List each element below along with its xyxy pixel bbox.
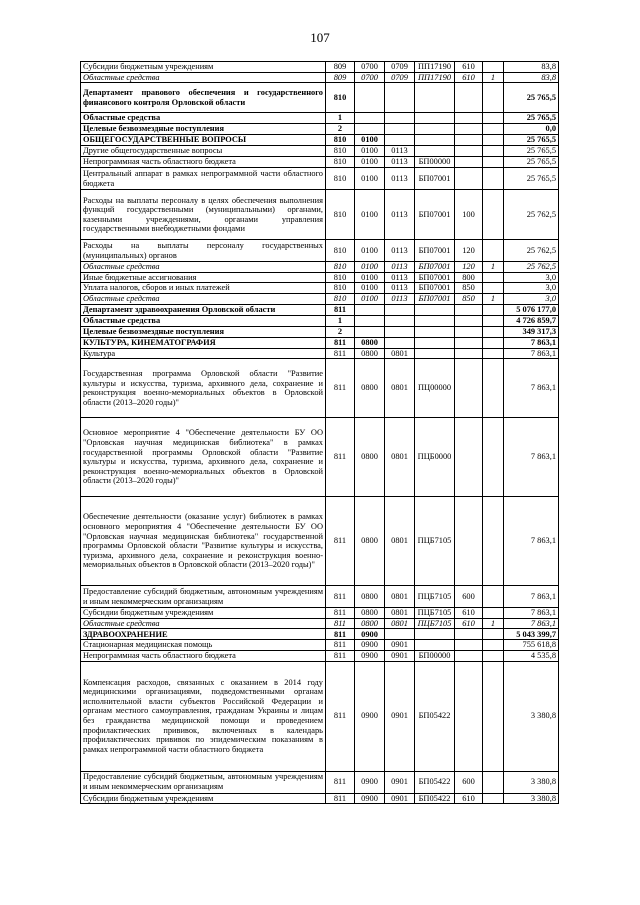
table-row (81, 608, 559, 619)
row-subsection-code: 0901 (385, 650, 415, 661)
row-section-code: 0800 (355, 586, 385, 608)
row-section-code: 0100 (355, 240, 385, 262)
table-row (81, 272, 559, 283)
row-subsection-code: 0901 (385, 771, 415, 793)
row-subsection-code: 0113 (385, 168, 415, 190)
row-amount: 25 762,5 (504, 240, 559, 262)
row-amount: 4 726 859,7 (504, 315, 559, 326)
table-row (81, 315, 559, 326)
row-name: Уплата налогов, сборов и иных платежей (81, 283, 326, 294)
row-name: Областные средства (81, 618, 326, 629)
row-subsection-code: 0801 (385, 348, 415, 359)
row-target-article-code: БП07001 (415, 190, 455, 240)
row-funding-source (483, 608, 504, 619)
row-section-code: 0100 (355, 157, 385, 168)
row-subsection-code: 0113 (385, 262, 415, 273)
row-amount: 5 043 399,7 (504, 629, 559, 640)
row-name: Субсидии бюджетным учреждениям (81, 608, 326, 619)
row-target-article-code (415, 124, 455, 135)
row-target-article-code (415, 640, 455, 651)
row-funding-source: 1 (483, 262, 504, 273)
row-amount: 7 863,1 (504, 497, 559, 586)
row-section-code: 0900 (355, 629, 385, 640)
row-section-code (355, 326, 385, 337)
table-row (81, 262, 559, 273)
row-department-code: 811 (326, 337, 355, 348)
row-funding-source (483, 337, 504, 348)
row-target-article-code: БП00000 (415, 157, 455, 168)
row-expense-type-code (455, 157, 483, 168)
row-funding-source (483, 661, 504, 771)
table-row (81, 629, 559, 640)
row-funding-source (483, 771, 504, 793)
table-row (81, 135, 559, 146)
table-row (81, 359, 559, 418)
row-subsection-code: 0801 (385, 586, 415, 608)
table-row (81, 326, 559, 337)
row-funding-source (483, 315, 504, 326)
table-row (81, 190, 559, 240)
row-department-code: 811 (326, 661, 355, 771)
row-funding-source (483, 793, 504, 804)
row-amount: 0,0 (504, 124, 559, 135)
row-name: Основное мероприятие 4 "Обеспечение деятельности БУ ОО "Орловская научная медицинская библиотека" в рамках государственной программы Орловской области "Развитие культуры и искусства, туризма, архивного дела, сохранение и реконструкция военно-мемориальных объектов в Орловской области (2013–2020 годы)" (81, 418, 326, 497)
row-amount: 3 380,8 (504, 771, 559, 793)
row-section-code: 0700 (355, 72, 385, 83)
row-target-article-code: БП05422 (415, 661, 455, 771)
table-row (81, 661, 559, 771)
row-department-code: 809 (326, 72, 355, 83)
row-amount: 7 863,1 (504, 337, 559, 348)
row-expense-type-code (455, 135, 483, 146)
row-name: Расходы на выплаты персоналу в целях обеспечения выполнения функций государственными (муниципальными) органами, казенными учреждениями, органами управления государственными внебюджетными фондами (81, 190, 326, 240)
row-expense-type-code: 850 (455, 293, 483, 304)
row-target-article-code: БП00000 (415, 650, 455, 661)
table-row (81, 337, 559, 348)
row-department-code: 810 (326, 157, 355, 168)
row-amount: 3,0 (504, 283, 559, 294)
row-funding-source (483, 650, 504, 661)
table-row (81, 640, 559, 651)
row-funding-source: 1 (483, 72, 504, 83)
table-row (81, 283, 559, 294)
row-target-article-code: ПЦБ7105 (415, 586, 455, 608)
row-department-code: 810 (326, 272, 355, 283)
row-section-code (355, 83, 385, 113)
table-row (81, 304, 559, 315)
row-funding-source (483, 326, 504, 337)
row-subsection-code: 0113 (385, 240, 415, 262)
row-name: Предоставление субсидий бюджетным, автономным учреждениям и иным некоммерческим организациям (81, 586, 326, 608)
row-name: Целевые безвозмездные поступления (81, 326, 326, 337)
row-department-code: 2 (326, 326, 355, 337)
table-row (81, 348, 559, 359)
row-name: Предоставление субсидий бюджетным, автономным учреждениям и иным некоммерческим организациям (81, 771, 326, 793)
row-amount: 25 762,5 (504, 262, 559, 273)
row-name: Культура (81, 348, 326, 359)
row-department-code: 810 (326, 190, 355, 240)
table-row (81, 113, 559, 124)
row-target-article-code (415, 326, 455, 337)
row-department-code: 811 (326, 359, 355, 418)
row-amount: 25 765,5 (504, 113, 559, 124)
row-amount: 25 765,5 (504, 157, 559, 168)
row-funding-source (483, 62, 504, 73)
row-expense-type-code (455, 83, 483, 113)
row-name: Непрограммная часть областного бюджета (81, 157, 326, 168)
row-funding-source (483, 124, 504, 135)
table-row (81, 83, 559, 113)
row-section-code: 0100 (355, 262, 385, 273)
row-subsection-code: 0901 (385, 661, 415, 771)
row-expense-type-code (455, 124, 483, 135)
row-expense-type-code: 100 (455, 190, 483, 240)
table-row (81, 650, 559, 661)
row-name: Обеспечение деятельности (оказание услуг) библиотек в рамках основного мероприятия 4 "Обеспечение деятельности БУ ОО "Орловская научная медицинская библиотека" государственной программы Орловской области "Развитие культуры и искусства, туризма, архивного дела, сохранение и реконструкция военно-мемориальных объектов в Орловской области (2013–2020 годы)" (81, 497, 326, 586)
row-subsection-code: 0113 (385, 272, 415, 283)
row-subsection-code: 0709 (385, 62, 415, 73)
row-subsection-code: 0801 (385, 497, 415, 586)
row-funding-source (483, 240, 504, 262)
row-department-code: 811 (326, 608, 355, 619)
row-subsection-code: 0901 (385, 793, 415, 804)
row-amount: 349 317,3 (504, 326, 559, 337)
row-expense-type-code: 120 (455, 262, 483, 273)
row-amount: 7 863,1 (504, 618, 559, 629)
row-target-article-code (415, 304, 455, 315)
row-target-article-code (415, 315, 455, 326)
row-target-article-code: БП07001 (415, 262, 455, 273)
row-subsection-code: 0113 (385, 293, 415, 304)
row-expense-type-code: 610 (455, 618, 483, 629)
row-amount: 3,0 (504, 272, 559, 283)
row-subsection-code: 0113 (385, 283, 415, 294)
row-subsection-code: 0709 (385, 72, 415, 83)
row-name: Иные бюджетные ассигнования (81, 272, 326, 283)
row-section-code: 0700 (355, 62, 385, 73)
row-department-code: 811 (326, 771, 355, 793)
row-expense-type-code: 850 (455, 283, 483, 294)
row-section-code (355, 124, 385, 135)
row-funding-source: 1 (483, 293, 504, 304)
row-department-code: 811 (326, 629, 355, 640)
row-department-code: 2 (326, 124, 355, 135)
row-amount: 25 765,5 (504, 135, 559, 146)
page-number: 107 (310, 30, 330, 45)
row-subsection-code (385, 326, 415, 337)
row-section-code: 0100 (355, 283, 385, 294)
table-row (81, 72, 559, 83)
row-section-code: 0100 (355, 293, 385, 304)
row-expense-type-code (455, 168, 483, 190)
row-expense-type-code (455, 304, 483, 315)
row-target-article-code (415, 629, 455, 640)
row-section-code: 0100 (355, 168, 385, 190)
row-subsection-code: 0113 (385, 190, 415, 240)
row-funding-source (483, 359, 504, 418)
row-funding-source (483, 629, 504, 640)
row-amount: 3 380,8 (504, 661, 559, 771)
table-row (81, 586, 559, 608)
row-name: Непрограммная часть областного бюджета (81, 650, 326, 661)
row-target-article-code: БП07001 (415, 168, 455, 190)
row-department-code: 811 (326, 650, 355, 661)
table-row (81, 62, 559, 73)
row-expense-type-code: 800 (455, 272, 483, 283)
table-row (81, 146, 559, 157)
row-expense-type-code (455, 640, 483, 651)
row-name: Областные средства (81, 113, 326, 124)
row-department-code: 810 (326, 262, 355, 273)
row-name: Департамент правового обеспечения и государственного финансового контроля Орловской области (81, 83, 326, 113)
row-name: Субсидии бюджетным учреждениям (81, 62, 326, 73)
row-department-code: 810 (326, 83, 355, 113)
row-amount: 7 863,1 (504, 608, 559, 619)
row-expense-type-code: 610 (455, 62, 483, 73)
row-department-code: 810 (326, 240, 355, 262)
row-section-code: 0100 (355, 190, 385, 240)
row-name: Областные средства (81, 72, 326, 83)
row-section-code (355, 113, 385, 124)
row-funding-source (483, 348, 504, 359)
table-row (81, 168, 559, 190)
budget-table-body (81, 62, 559, 804)
row-section-code (355, 315, 385, 326)
row-department-code: 810 (326, 146, 355, 157)
row-expense-type-code: 600 (455, 586, 483, 608)
row-name: Областные средства (81, 293, 326, 304)
row-expense-type-code (455, 661, 483, 771)
table-row (81, 293, 559, 304)
row-department-code: 811 (326, 497, 355, 586)
row-department-code: 811 (326, 618, 355, 629)
row-name: Субсидии бюджетным учреждениям (81, 793, 326, 804)
row-target-article-code (415, 146, 455, 157)
row-expense-type-code: 610 (455, 72, 483, 83)
row-funding-source: 1 (483, 618, 504, 629)
row-department-code: 811 (326, 793, 355, 804)
row-target-article-code (415, 113, 455, 124)
row-expense-type-code (455, 326, 483, 337)
row-funding-source (483, 418, 504, 497)
table-row (81, 793, 559, 804)
row-target-article-code (415, 135, 455, 146)
row-name: Компенсация расходов, связанных с оказанием в 2014 году медицинскими организациями, подведомственными органам исполнительной власти субъектов Российской Федерации и органам местного самоуправления, гражданам Украины и лицам без гражданства медицинской помощи и проведением профилактических прививок, включенных в календарь профилактических прививок по эпидемическим показаниям в рамках непрограммной части областного бюджета (81, 661, 326, 771)
table-row (81, 618, 559, 629)
row-amount: 7 863,1 (504, 418, 559, 497)
row-amount: 755 618,8 (504, 640, 559, 651)
row-subsection-code (385, 113, 415, 124)
row-department-code: 811 (326, 304, 355, 315)
row-funding-source (483, 168, 504, 190)
row-expense-type-code: 610 (455, 608, 483, 619)
row-name: Центральный аппарат в рамках непрограммной части областного бюджета (81, 168, 326, 190)
row-expense-type-code (455, 337, 483, 348)
row-expense-type-code (455, 497, 483, 586)
row-section-code: 0800 (355, 608, 385, 619)
row-funding-source (483, 190, 504, 240)
row-funding-source (483, 640, 504, 651)
row-department-code: 810 (326, 135, 355, 146)
table-row (81, 240, 559, 262)
row-section-code: 0800 (355, 348, 385, 359)
row-expense-type-code (455, 629, 483, 640)
row-funding-source (483, 497, 504, 586)
row-name: Целевые безвозмездные поступления (81, 124, 326, 135)
row-subsection-code: 0113 (385, 146, 415, 157)
row-section-code: 0800 (355, 497, 385, 586)
row-target-article-code: ПЦБ7105 (415, 618, 455, 629)
row-section-code: 0900 (355, 793, 385, 804)
row-target-article-code: ПЦБ0000 (415, 418, 455, 497)
row-name: Расходы на выплаты персоналу государственных (муниципальных) органов (81, 240, 326, 262)
row-funding-source (483, 83, 504, 113)
row-section-code: 0900 (355, 771, 385, 793)
row-section-code: 0900 (355, 640, 385, 651)
row-expense-type-code (455, 418, 483, 497)
row-name: Другие общегосударственные вопросы (81, 146, 326, 157)
row-subsection-code (385, 315, 415, 326)
row-target-article-code: ПП17190 (415, 72, 455, 83)
row-subsection-code (385, 337, 415, 348)
row-section-code: 0100 (355, 146, 385, 157)
row-subsection-code (385, 135, 415, 146)
row-amount: 7 863,1 (504, 586, 559, 608)
row-funding-source (483, 283, 504, 294)
row-amount: 3 380,8 (504, 793, 559, 804)
table-row (81, 418, 559, 497)
row-amount: 25 765,5 (504, 83, 559, 113)
row-section-code: 0800 (355, 359, 385, 418)
row-target-article-code: ПЦБ7105 (415, 497, 455, 586)
row-department-code: 810 (326, 168, 355, 190)
table-row (81, 497, 559, 586)
row-department-code: 809 (326, 62, 355, 73)
budget-table (80, 61, 559, 804)
row-amount: 7 863,1 (504, 348, 559, 359)
row-expense-type-code: 610 (455, 793, 483, 804)
row-section-code: 0900 (355, 661, 385, 771)
row-expense-type-code (455, 348, 483, 359)
row-amount: 3,0 (504, 293, 559, 304)
row-department-code: 1 (326, 113, 355, 124)
row-target-article-code: БП05422 (415, 793, 455, 804)
row-funding-source (483, 304, 504, 315)
row-expense-type-code (455, 359, 483, 418)
row-section-code (355, 304, 385, 315)
row-funding-source (483, 157, 504, 168)
row-section-code: 0100 (355, 272, 385, 283)
row-name: Областные средства (81, 315, 326, 326)
row-target-article-code: БП07001 (415, 293, 455, 304)
row-target-article-code: ПЦ00000 (415, 359, 455, 418)
row-name: Государственная программа Орловской области "Развитие культуры и искусства, туризма, архивного дела, сохранение и реконструкция военно-мемориальных объектов в Орловской области (2013–2020 годы)" (81, 359, 326, 418)
row-subsection-code (385, 629, 415, 640)
row-target-article-code: БП05422 (415, 771, 455, 793)
row-subsection-code: 0801 (385, 618, 415, 629)
table-row (81, 771, 559, 793)
row-target-article-code: БП07001 (415, 272, 455, 283)
row-amount: 25 765,5 (504, 146, 559, 157)
table-row (81, 124, 559, 135)
row-amount: 5 076 177,0 (504, 304, 559, 315)
row-subsection-code: 0801 (385, 359, 415, 418)
row-amount: 83,8 (504, 62, 559, 73)
row-target-article-code: ПЦБ7105 (415, 608, 455, 619)
row-expense-type-code: 600 (455, 771, 483, 793)
row-target-article-code (415, 348, 455, 359)
row-section-code: 0800 (355, 618, 385, 629)
row-name: ОБЩЕГОСУДАРСТВЕННЫЕ ВОПРОСЫ (81, 135, 326, 146)
row-section-code: 0800 (355, 337, 385, 348)
table-row (81, 157, 559, 168)
row-funding-source (483, 586, 504, 608)
row-funding-source (483, 135, 504, 146)
row-subsection-code (385, 304, 415, 315)
row-subsection-code: 0901 (385, 640, 415, 651)
row-amount: 25 762,5 (504, 190, 559, 240)
row-department-code: 811 (326, 348, 355, 359)
row-section-code: 0100 (355, 135, 385, 146)
row-amount: 83,8 (504, 72, 559, 83)
row-name: Департамент здравоохранения Орловской области (81, 304, 326, 315)
row-name: ЗДРАВООХРАНЕНИЕ (81, 629, 326, 640)
row-amount: 4 535,8 (504, 650, 559, 661)
row-amount: 25 765,5 (504, 168, 559, 190)
row-subsection-code: 0113 (385, 157, 415, 168)
row-funding-source (483, 146, 504, 157)
row-department-code: 811 (326, 640, 355, 651)
row-expense-type-code (455, 650, 483, 661)
row-department-code: 811 (326, 418, 355, 497)
row-funding-source (483, 113, 504, 124)
row-department-code: 1 (326, 315, 355, 326)
row-target-article-code: БП07001 (415, 283, 455, 294)
row-expense-type-code: 120 (455, 240, 483, 262)
row-expense-type-code (455, 113, 483, 124)
row-subsection-code (385, 124, 415, 135)
row-target-article-code: ПП17190 (415, 62, 455, 73)
row-expense-type-code (455, 146, 483, 157)
row-target-article-code (415, 337, 455, 348)
row-subsection-code (385, 83, 415, 113)
row-department-code: 811 (326, 586, 355, 608)
row-subsection-code: 0801 (385, 608, 415, 619)
row-name: Областные средства (81, 262, 326, 273)
row-department-code: 810 (326, 293, 355, 304)
row-target-article-code (415, 83, 455, 113)
row-subsection-code: 0801 (385, 418, 415, 497)
row-expense-type-code (455, 315, 483, 326)
row-amount: 7 863,1 (504, 359, 559, 418)
row-name: КУЛЬТУРА, КИНЕМАТОГРАФИЯ (81, 337, 326, 348)
row-target-article-code: БП07001 (415, 240, 455, 262)
row-funding-source (483, 272, 504, 283)
row-section-code: 0800 (355, 418, 385, 497)
row-section-code: 0900 (355, 650, 385, 661)
row-name: Стационарная медицинская помощь (81, 640, 326, 651)
row-department-code: 810 (326, 283, 355, 294)
